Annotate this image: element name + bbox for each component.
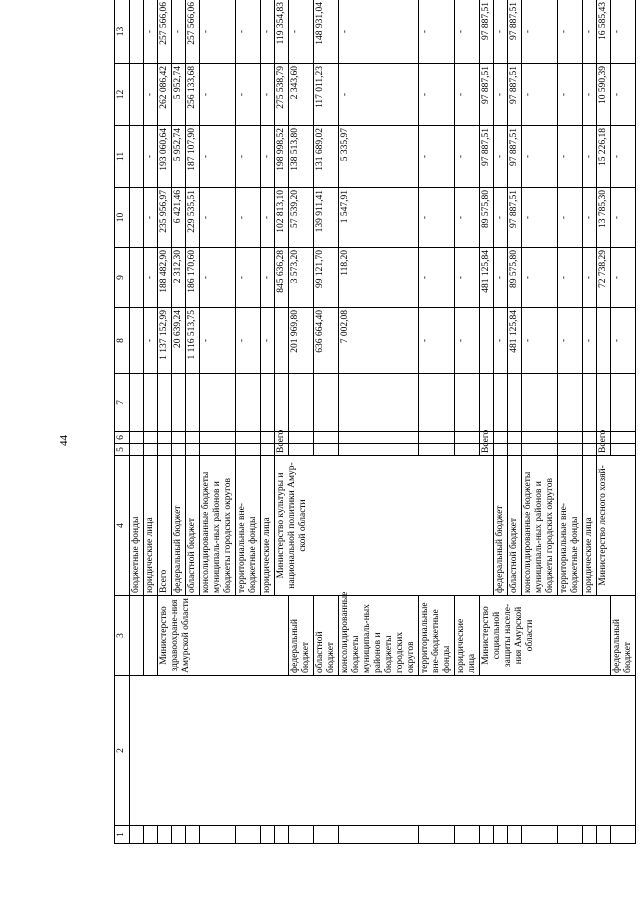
amount-c8: 481 125,84 xyxy=(508,308,522,374)
funding-source: территориальные вне-бюджетные фонды xyxy=(236,456,261,596)
cell-col5 xyxy=(611,444,636,456)
amount-c12: - xyxy=(455,64,480,126)
funding-source: юридические лица xyxy=(144,456,158,596)
amount-c11: 275 538,79 xyxy=(275,64,289,126)
amount-c11: 138 513,80 xyxy=(289,126,314,188)
cell-col1 xyxy=(130,826,144,844)
cell-col7 xyxy=(236,374,261,432)
cell-col6 xyxy=(480,374,494,432)
column-header: 13 xyxy=(115,0,130,64)
amount-c8: - xyxy=(558,308,583,374)
funding-source: юридические лица xyxy=(455,596,480,676)
amount-c9: - xyxy=(494,248,508,308)
funding-source: областной бюджет xyxy=(314,596,339,676)
amount-c11: 5 335,97 xyxy=(339,126,419,188)
amount-c11: - xyxy=(611,126,636,188)
column-header: 11 xyxy=(115,126,130,188)
cell-col5 xyxy=(339,444,419,456)
amount-c8: - xyxy=(419,308,455,374)
amount-c11: - xyxy=(144,126,158,188)
amount-c9: 186 170,60 xyxy=(186,248,200,308)
amount-c10: - xyxy=(419,188,455,248)
cell-col5 xyxy=(172,444,186,456)
amount-c11: - xyxy=(455,126,480,188)
amount-c11: - xyxy=(419,126,455,188)
amount-c8: - xyxy=(611,308,636,374)
amount-c9: - xyxy=(611,248,636,308)
cell-col7 xyxy=(172,374,186,432)
table-body xyxy=(130,0,636,844)
amount-c10: 6 421,46 xyxy=(172,188,186,248)
cell-col1 xyxy=(236,826,261,844)
cell-col7 xyxy=(130,374,144,432)
amount-c9: 13 785,30 xyxy=(597,188,611,248)
amount-c11: 97 887,51 xyxy=(508,126,522,188)
funding-source: областной бюджет xyxy=(508,456,522,596)
amount-c11: - xyxy=(522,126,558,188)
amount-c12: - xyxy=(236,64,261,126)
column-header: 9 xyxy=(115,248,130,308)
amount-c8: - xyxy=(200,308,236,374)
funding-source: Всего xyxy=(597,444,611,456)
cell-col6 xyxy=(144,432,158,444)
table-header-row xyxy=(115,0,130,844)
amount-c10: 139 911,41 xyxy=(314,188,339,248)
cell-col5 xyxy=(144,444,158,456)
cell-col1 xyxy=(522,826,558,844)
amount-c9: - xyxy=(583,248,597,308)
table-row xyxy=(130,0,144,844)
funding-source: федеральный бюджет xyxy=(494,456,508,596)
cell-col7 xyxy=(289,374,314,432)
cell-col7 xyxy=(261,374,275,432)
cell-col7 xyxy=(558,374,583,432)
funding-source: бюджетные фонды xyxy=(130,456,144,596)
cell-col1 xyxy=(275,826,289,844)
cell-col6 xyxy=(597,374,611,432)
amount-c11: - xyxy=(261,126,275,188)
cell-col7 xyxy=(158,374,172,432)
amount-c9: 102 813,10 xyxy=(275,188,289,248)
cell-col1 xyxy=(508,826,522,844)
cell-col6 xyxy=(236,432,261,444)
cell-col7 xyxy=(419,374,455,432)
amount-c12 xyxy=(130,64,144,126)
funding-source: территориальные вне-бюджетные фонды xyxy=(558,456,583,596)
cell-col6 xyxy=(522,432,558,444)
funding-source: консолидированные бюджеты муниципаль-ных районов и бюджеты городских округов xyxy=(200,456,236,596)
amount-c13 xyxy=(130,0,144,64)
funding-source: консолидированные бюджеты муниципаль-ных районов и бюджеты городских округов xyxy=(339,596,419,676)
cell-col1 xyxy=(597,826,611,844)
amount-c8: 845 636,28 xyxy=(275,248,289,308)
amount-c10: - xyxy=(455,188,480,248)
funding-source: федеральный бюджет xyxy=(611,596,636,676)
cell-col7 xyxy=(455,374,480,432)
cell-col5 xyxy=(455,444,480,456)
cell-col5 xyxy=(200,444,236,456)
amount-c12: 119 354,83 xyxy=(275,0,289,64)
cell-col6 xyxy=(339,432,419,444)
amount-c13: - xyxy=(522,0,558,64)
funding-source: областной бюджет xyxy=(186,456,200,596)
funding-source: территориальные вне-бюджетные фонды xyxy=(419,596,455,676)
amount-c11: 5 952,74 xyxy=(172,126,186,188)
cell-col6 xyxy=(583,432,597,444)
amount-c10: 235 956,97 xyxy=(158,188,172,248)
amount-c8: 201 969,80 xyxy=(289,308,314,374)
amount-c12: - xyxy=(144,64,158,126)
amount-c8 xyxy=(130,308,144,374)
funding-source: юридические лица xyxy=(583,456,597,596)
department-name: Министерство культуры и национальной политики Амур-ской области xyxy=(275,456,494,596)
cell-col5 xyxy=(419,444,455,456)
amount-c11: - xyxy=(236,126,261,188)
amount-c9: - xyxy=(522,248,558,308)
amount-c9: - xyxy=(200,248,236,308)
column-header: 10 xyxy=(115,188,130,248)
amount-c9: - xyxy=(236,248,261,308)
amount-c12: 117 011,23 xyxy=(314,64,339,126)
amount-c11: - xyxy=(558,126,583,188)
cell-col5 xyxy=(494,444,508,456)
funding-source: юридические лица xyxy=(261,456,275,596)
amount-c8: 20 639,24 xyxy=(172,308,186,374)
amount-c13: - xyxy=(261,0,275,64)
cell-col6 xyxy=(130,432,144,444)
amount-c8: - xyxy=(236,308,261,374)
amount-c11: - xyxy=(200,126,236,188)
funding-source: консолидированные бюджеты муниципаль-ных районов и бюджеты городских округов xyxy=(522,456,558,596)
amount-c12: - xyxy=(261,64,275,126)
column-header: 12 xyxy=(115,64,130,126)
cell-col5 xyxy=(522,444,558,456)
amount-c9: 89 575,80 xyxy=(508,248,522,308)
amount-c12: - xyxy=(494,64,508,126)
amount-c8: 7 002,08 xyxy=(339,308,419,374)
amount-c10: - xyxy=(583,188,597,248)
funding-source: Всего xyxy=(275,444,289,456)
amount-c12: 97 887,51 xyxy=(480,0,494,64)
cell-col7 xyxy=(597,308,611,374)
amount-c8: 72 738,29 xyxy=(597,248,611,308)
cell-col7 xyxy=(186,374,200,432)
amount-c13: - xyxy=(236,0,261,64)
amount-c9: 118,20 xyxy=(339,248,419,308)
cell-col6 xyxy=(172,432,186,444)
amount-c12: - xyxy=(522,64,558,126)
cell-col6 xyxy=(314,432,339,444)
amount-c13: - xyxy=(558,0,583,64)
column-header: 2 xyxy=(115,676,130,826)
amount-c8: 1 137 152,99 xyxy=(158,308,172,374)
amount-c10: 97 887,51 xyxy=(480,126,494,188)
column-header: 1 xyxy=(115,826,130,844)
amount-c10: - xyxy=(611,188,636,248)
cell-col5 xyxy=(558,444,583,456)
amount-c8: - xyxy=(494,308,508,374)
cell-col7 xyxy=(480,308,494,374)
amount-c10 xyxy=(130,188,144,248)
amount-c9: 3 573,20 xyxy=(289,248,314,308)
amount-c9: - xyxy=(558,248,583,308)
amount-c11: 187 107,90 xyxy=(186,126,200,188)
amount-c13: 257 566,06 xyxy=(186,0,200,64)
amount-c10: - xyxy=(522,188,558,248)
cell-col7 xyxy=(200,374,236,432)
column-header: 5 xyxy=(115,444,130,456)
cell-col3 xyxy=(144,596,158,676)
amount-c13: - xyxy=(583,0,597,64)
amount-c11: 10 590,39 xyxy=(597,64,611,126)
cell-col7 xyxy=(508,374,522,432)
amount-c13: - xyxy=(339,0,419,64)
amount-c8: - xyxy=(261,308,275,374)
amount-c8: 1 116 513,75 xyxy=(186,308,200,374)
funding-source: Всего xyxy=(158,456,172,596)
amount-c13: - xyxy=(172,0,186,64)
budget-table-container xyxy=(114,2,633,844)
cell-col7 xyxy=(144,374,158,432)
cell-col6 xyxy=(558,432,583,444)
amount-c11: 131 689,02 xyxy=(314,126,339,188)
amount-c11: - xyxy=(494,126,508,188)
amount-c10: 97 887,51 xyxy=(508,188,522,248)
amount-c12: 262 086,42 xyxy=(158,64,172,126)
cell-col5 xyxy=(508,444,522,456)
amount-c9: 89 575,80 xyxy=(480,188,494,248)
amount-c13: 97 887,51 xyxy=(508,0,522,64)
amount-c8: - xyxy=(583,308,597,374)
cell-col7 xyxy=(339,374,419,432)
amount-c10: 57 539,20 xyxy=(289,188,314,248)
amount-c12: 16 585,43 xyxy=(597,0,611,64)
column-header: 3 xyxy=(115,596,130,676)
amount-c10: 15 226,18 xyxy=(597,126,611,188)
amount-c10: 198 998,52 xyxy=(275,126,289,188)
department-name: Министерство здравоохране-ния Амурской области xyxy=(158,596,289,676)
cell-col1 xyxy=(172,826,186,844)
amount-c12: - xyxy=(611,64,636,126)
cell-col5 xyxy=(314,444,339,456)
cell-col1 xyxy=(558,826,583,844)
cell-col6 xyxy=(275,374,289,432)
cell-col1 xyxy=(289,826,314,844)
amount-c12: - xyxy=(339,64,419,126)
amount-c12: 2 343,60 xyxy=(289,64,314,126)
amount-c11: 193 060,64 xyxy=(158,126,172,188)
cell-col7 xyxy=(522,374,558,432)
amount-c12: - xyxy=(200,64,236,126)
cell-col1 xyxy=(144,826,158,844)
amount-c10: 229 535,51 xyxy=(186,188,200,248)
amount-c13: - xyxy=(419,0,455,64)
cell-col5 xyxy=(186,444,200,456)
amount-c10: - xyxy=(558,188,583,248)
amount-c8: 636 664,40 xyxy=(314,308,339,374)
amount-c9 xyxy=(130,248,144,308)
cell-col1 xyxy=(480,826,494,844)
amount-c9: - xyxy=(419,248,455,308)
cell-col1 xyxy=(200,826,236,844)
amount-c13: - xyxy=(494,0,508,64)
amount-c9: - xyxy=(455,248,480,308)
column-header: 7 xyxy=(115,374,130,432)
amount-c11: - xyxy=(583,126,597,188)
cell-col5 xyxy=(583,444,597,456)
budget-table xyxy=(114,0,636,844)
cell-col1 xyxy=(419,826,455,844)
amount-c8: - xyxy=(144,308,158,374)
amount-c9: 188 482,90 xyxy=(158,248,172,308)
amount-c12: 97 887,51 xyxy=(508,64,522,126)
cell-col1 xyxy=(494,826,508,844)
amount-c12: - xyxy=(583,64,597,126)
funding-source: федеральный бюджет xyxy=(172,456,186,596)
cell-col3 xyxy=(130,596,144,676)
column-header: 6 xyxy=(115,432,130,444)
cell-col7 xyxy=(275,308,289,374)
funding-source: федеральный бюджет xyxy=(289,596,314,676)
amount-c9: 99 121,70 xyxy=(314,248,339,308)
cell-col6 xyxy=(289,432,314,444)
cell-col5 xyxy=(158,444,172,456)
cell-col1 xyxy=(583,826,597,844)
amount-c10: - xyxy=(236,188,261,248)
cell-col1 xyxy=(339,826,419,844)
amount-c9: - xyxy=(144,248,158,308)
amount-c8: - xyxy=(522,308,558,374)
amount-c13: - xyxy=(144,0,158,64)
cell-col5 xyxy=(261,444,275,456)
amount-c13: - xyxy=(455,0,480,64)
column-header: 8 xyxy=(115,308,130,374)
amount-c13: 257 566,06 xyxy=(158,0,172,64)
cell-col6 xyxy=(611,432,636,444)
amount-c11: 97 887,51 xyxy=(480,64,494,126)
column-header: 4 xyxy=(115,456,130,596)
cell-col2 xyxy=(130,676,636,826)
cell-col5 xyxy=(289,444,314,456)
cell-col6 xyxy=(186,432,200,444)
cell-col1 xyxy=(314,826,339,844)
cell-col6 xyxy=(261,432,275,444)
amount-c9: - xyxy=(261,248,275,308)
amount-c9: 2 312,30 xyxy=(172,248,186,308)
cell-col6 xyxy=(419,432,455,444)
funding-source: Всего xyxy=(480,444,494,456)
cell-col5 xyxy=(236,444,261,456)
amount-c12: 256 133,68 xyxy=(186,64,200,126)
amount-c10: - xyxy=(494,188,508,248)
cell-col7 xyxy=(611,374,636,432)
department-name: Министерство лесного хозяй- xyxy=(597,456,636,596)
cell-col7 xyxy=(314,374,339,432)
cell-col6 xyxy=(508,432,522,444)
amount-c11 xyxy=(130,126,144,188)
cell-col1 xyxy=(261,826,275,844)
cell-col1 xyxy=(158,826,172,844)
amount-c10: - xyxy=(200,188,236,248)
amount-c13: 148 931,04 xyxy=(314,0,339,64)
cell-col7 xyxy=(583,374,597,432)
page-number: 44 xyxy=(58,435,70,446)
cell-col6 xyxy=(158,432,172,444)
cell-col6 xyxy=(494,432,508,444)
amount-c8: - xyxy=(455,308,480,374)
amount-c10: - xyxy=(144,188,158,248)
cell-col6 xyxy=(455,432,480,444)
amount-c8: 481 125,84 xyxy=(480,248,494,308)
amount-c10: 1 547,91 xyxy=(339,188,419,248)
amount-c12: - xyxy=(558,64,583,126)
amount-c10: - xyxy=(261,188,275,248)
amount-c13: - xyxy=(611,0,636,64)
amount-c12: 5 952,74 xyxy=(172,64,186,126)
amount-c13: - xyxy=(200,0,236,64)
cell-col6 xyxy=(200,432,236,444)
department-name: Министерство социальной защиты населе-ния Амурской области xyxy=(480,596,611,676)
amount-c13: - xyxy=(289,0,314,64)
cell-col1 xyxy=(455,826,480,844)
cell-col5 xyxy=(130,444,144,456)
amount-c12: - xyxy=(419,64,455,126)
cell-col7 xyxy=(494,374,508,432)
cell-col1 xyxy=(186,826,200,844)
cell-col1 xyxy=(611,826,636,844)
